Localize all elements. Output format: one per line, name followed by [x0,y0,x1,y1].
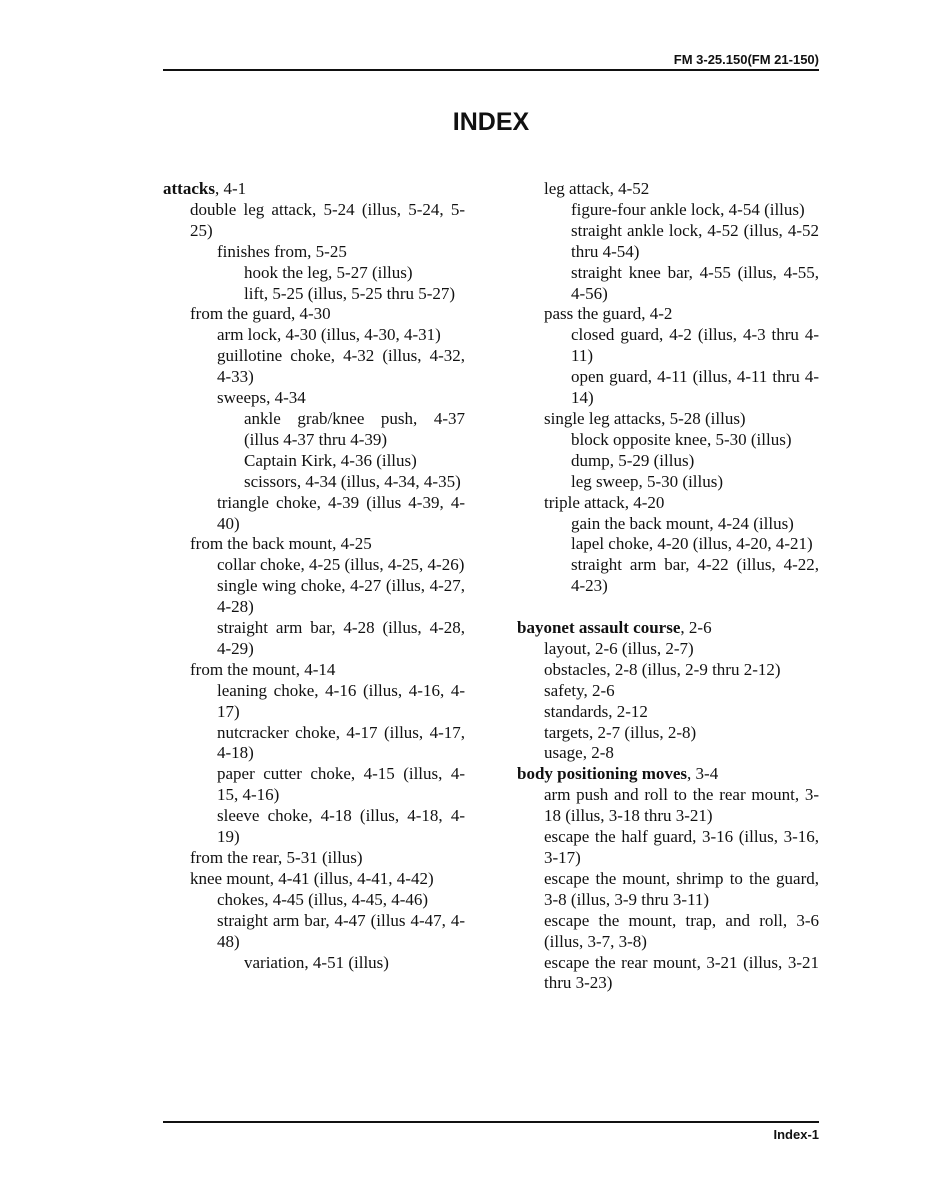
index-subentry: sleeve choke, 4-18 (illus, 4-18, 4-19) [217,806,465,847]
index-subentry: ankle grab/knee push, 4-37 (illus 4-37 thru 4-39) [244,408,465,449]
index-subentry: escape the mount, trap, and roll, 3-6 (illus, 3-7, 3-8) [544,910,819,951]
index-subentry: double leg attack, 5-24 (illus, 5-24, 5-25) [190,199,465,240]
index-subentry: dump, 5-29 (illus) [571,450,695,470]
index-subentry: guillotine choke, 4-32 (illus, 4-32, 4-33) [217,346,465,387]
index-subentry: variation, 4-51 (illus) [244,952,389,972]
index-subentry: triangle choke, 4-39 (illus 4-39, 4-40) [217,492,465,533]
index-subentry: layout, 2-6 (illus, 2-7) [544,638,694,658]
index-subentry: straight arm bar, 4-28 (illus, 4-28, 4-29) [217,618,465,658]
page-number: Index-1 [773,1127,819,1142]
index-page: , 4-1 [214,179,247,198]
index-subentry: straight knee bar, 4-55 (illus, 4-55, 4-56) [571,262,819,303]
index-subentry: safety, 2-6 [544,680,615,700]
page-title: INDEX [452,108,530,136]
index-subentry: targets, 2-7 (illus, 2-8) [544,722,697,742]
index-subentry: paper cutter choke, 4-15 (illus, 4-15, 4-16) [217,764,465,805]
index-page: , 3-4 [687,764,719,784]
index-subentry: scissors, 4-34 (illus, 4-34, 4-35) [244,471,461,491]
index-subentry: open guard, 4-11 (illus, 4-11 thru 4-14) [571,367,819,408]
index-subentry: escape the mount, shrimp to the guard, 3-8 (illus, 3-9 thru 3-11) [544,868,819,909]
index-entry-attacks [163,179,465,200]
index-subentry: from the rear, 5-31 (illus) [190,848,363,867]
index-subentry: closed guard, 4-2 (illus, 4-3 thru 4-11) [571,325,819,366]
index-term: attacks [163,179,215,198]
index-column-left [163,179,465,973]
index-subentry: arm lock, 4-30 (illus, 4-30, 4-31) [217,325,441,345]
index-subentry: single leg attacks, 5-28 (illus) [544,408,746,428]
index-subentry: from the guard, 4-30 [190,304,331,324]
index-page: , 2-6 [680,618,712,638]
index-term: bayonet assault course [517,618,681,638]
index-subentry: triple attack, 4-20 [544,492,665,512]
index-subentry: chokes, 4-45 (illus, 4-45, 4-46) [217,889,429,909]
entry-spacer [517,597,819,618]
index-subentry: obstacles, 2-8 (illus, 2-9 thru 2-12) [544,659,781,679]
document-id: FM 3-25.150(FM 21-150) [673,52,819,67]
index-subentry: leg sweep, 5-30 (illus) [571,471,724,491]
index-subentry: standards, 2-12 [544,701,648,721]
index-subentry: figure-four ankle lock, 4-54 (illus) [571,199,805,219]
index-term: body positioning moves [517,764,688,784]
index-entry-body-positioning [517,764,819,785]
index-subentry: escape the rear mount, 3-21 (illus, 3-21 thru 3-23) [544,952,819,993]
index-subentry: lapel choke, 4-20 (illus, 4-20, 4-21) [571,534,813,554]
index-subentry: pass the guard, 4-2 [544,304,673,324]
index-subentry: straight ankle lock, 4-52 (illus, 4-52 thru 4-54) [571,220,819,261]
header-rule [163,69,819,71]
index-subentry: from the back mount, 4-25 [190,534,372,554]
index-subentry: sweeps, 4-34 [217,388,306,408]
index-subentry: nutcracker choke, 4-17 (illus, 4-17, 4-18) [217,722,465,763]
index-subentry: block opposite knee, 5-30 (illus) [571,429,792,449]
index-subentry: finishes from, 5-25 [217,241,347,261]
index-subentry: leg attack, 4-52 [544,179,650,198]
index-subentry: escape the half guard, 3-16 (illus, 3-16, 3-17) [544,827,819,867]
index-subentry: gain the back mount, 4-24 (illus) [571,513,794,533]
index-column-right [517,179,819,994]
index-subentry: usage, 2-8 [544,743,614,763]
index-subentry: single wing choke, 4-27 (illus, 4-27, 4-28) [217,576,465,617]
index-subentry: from the mount, 4-14 [190,659,336,679]
index-subentry: Captain Kirk, 4-36 (illus) [244,450,417,470]
index-subentry: knee mount, 4-41 (illus, 4-41, 4-42) [190,868,434,888]
index-subentry: straight arm bar, 4-47 (illus 4-47, 4-48) [217,910,465,951]
index-subentry: straight arm bar, 4-22 (illus, 4-22, 4-23) [571,555,819,596]
index-subentry: collar choke, 4-25 (illus, 4-25, 4-26) [217,555,465,575]
index-subentry: leaning choke, 4-16 (illus, 4-16, 4-17) [217,680,465,721]
footer-rule [163,1121,819,1123]
index-subentry: lift, 5-25 (illus, 5-25 thru 5-27) [244,283,456,303]
index-subentry: arm push and roll to the rear mount, 3-18 (illus, 3-18 thru 3-21) [544,785,819,826]
index-subentry: hook the leg, 5-27 (illus) [244,262,413,282]
index-entry-bayonet [517,618,819,639]
